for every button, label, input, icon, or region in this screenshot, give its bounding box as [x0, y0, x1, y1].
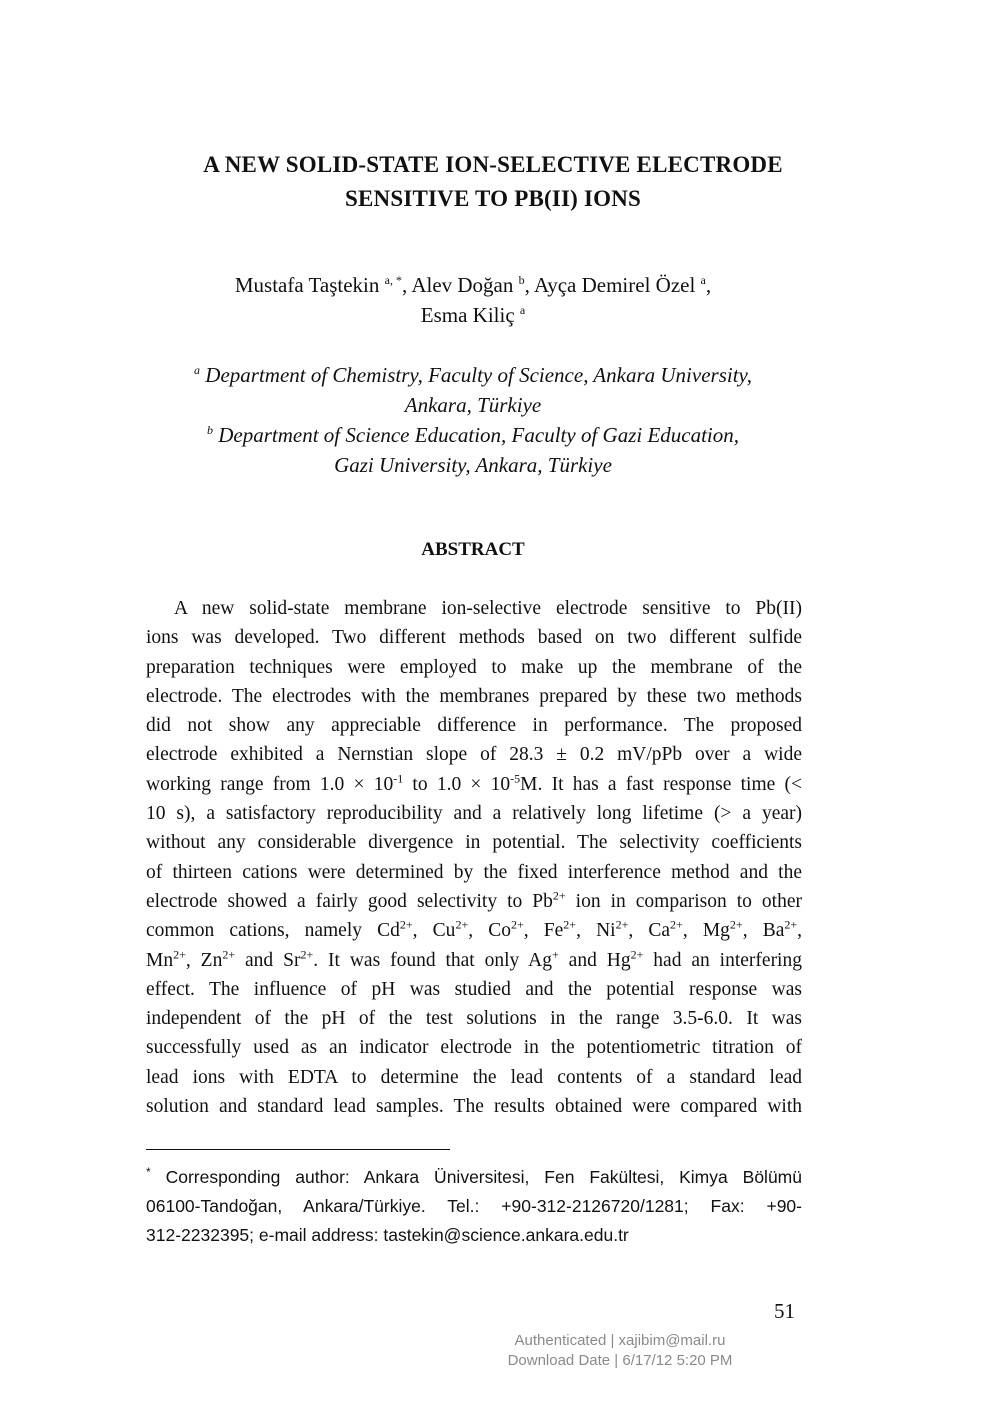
- abstract-line: of thirteen cations were determined by the fixed interference method and the: [146, 861, 802, 883]
- abstract-line: without any considerable divergence in potential. The selectivity coefficients: [146, 832, 802, 854]
- abstract-line: effect. The influence of pH was studied and the potential response was: [146, 978, 802, 1000]
- abstract-line: electrode exhibited a Nernstian slope of 28.3 ± 0.2 mV/pPb over a wide: [146, 744, 802, 766]
- abstract-line: electrode showed a fairly good selectivity to $Pb^{2+}$ ion in comparison to other: [146, 888, 802, 912]
- abstract-line: common cations, namely $Cd^{2+}$, $Cu^{2+}$, $Co^{2+}$, $Fe^{2+}$, $Ni^{2+}$, $Ca^{2+}$, $Mg^{2+}$, $Ba^{2+}$,: [146, 917, 803, 942]
- abstract-line: electrode. The electrodes with the membranes prepared by these two methods: [146, 685, 802, 707]
- affiliation-list: [0, 360, 946, 480]
- paper-title: [0, 148, 986, 216]
- title-line-1: A NEW SOLID-STATE ION-SELECTIVE ELECTRODE: [203, 152, 783, 177]
- footnote-line: * Corresponding author: Ankara Üniversitesi, Fen Fakültesi, Kimya Bölümü: [146, 1165, 802, 1187]
- authentication-line: Authenticated | xajibim@mail.ru: [514, 1332, 726, 1349]
- footnote-line: 312-2232395; e-mail address: tastekin@science.ankara.edu.tr: [146, 1225, 629, 1245]
- author-affiliation-mark: a: [519, 303, 526, 317]
- author-name: Esma Kiliç: [420, 303, 515, 327]
- author-name: Mustafa Taştekin: [234, 273, 380, 297]
- author-name: Ayça Demirel Özel: [533, 273, 696, 297]
- abstract-line: did not show any appreciable difference in performance. The proposed: [146, 715, 802, 737]
- abstract-line: solution and standard lead samples. The results obtained were compared with: [146, 1096, 802, 1118]
- affiliation-a-line-2: Ankara, Türkiye: [404, 393, 542, 417]
- download-date-line: Download Date | 6/17/12 5:20 PM: [507, 1352, 733, 1369]
- abstract-line: $Mn^{2+}$, $Zn^{2+}$ and $Sr^{2+}$. It was found that only Ag+ and $Hg^{2+}$ had an interfering: [146, 947, 802, 971]
- abstract-body: [146, 594, 802, 1121]
- affiliation-b-line-2: Gazi University, Ankara, Türkiye: [334, 453, 612, 477]
- abstract-line: lead ions with EDTA to determine the lead contents of a standard lead: [146, 1066, 802, 1088]
- footnote-line: 06100-Tandoğan, Ankara/Türkiye. Tel.: +90-312-2126720/1281; Fax: +90-: [146, 1196, 802, 1216]
- corresponding-author-footnote: [146, 1163, 802, 1250]
- author-list: [0, 270, 946, 330]
- affiliation-b-line-1: $^b$ Department of Science Education, Faculty of Gazi Education,: [206, 423, 740, 447]
- abstract-line: independent of the pH of the test solutions in the range 3.5-6.0. It was: [146, 1008, 802, 1030]
- author-affiliation-mark: b: [518, 273, 525, 287]
- page-number: 51: [774, 1299, 795, 1323]
- abstract-line: A new solid-state membrane ion-selective electrode sensitive to Pb(II): [174, 598, 802, 619]
- abstract-line: 10 s), a satisfactory reproducibility and a relatively long lifetime (> a year): [146, 803, 802, 825]
- abstract-line: ions was developed. Two different methods based on two different sulfide: [146, 627, 802, 649]
- affiliation-a-line-1: $^a$ Department of Chemistry, Faculty of Science, Ankara University,: [194, 363, 752, 387]
- download-stamp: [440, 1331, 800, 1371]
- abstract-line: successfully used as an indicator electrode in the potentiometric titration of: [146, 1037, 802, 1059]
- affiliation-mark: b: [206, 423, 213, 437]
- author-name: Alev Doğan: [411, 273, 514, 297]
- affiliation-mark: a: [194, 363, 201, 377]
- title-line-2: SENSITIVE TO PB(II) IONS: [344, 186, 642, 211]
- footnote-divider: [146, 1149, 450, 1150]
- abstract-line: working range from $1.0 \times 10^{-1}$ to $1.0 \times 10^{-5}M$. It has a fast response time (<: [146, 771, 803, 795]
- author-line-2: [0, 300, 946, 330]
- author-affiliation-mark: a, *: [384, 273, 402, 287]
- author-line-1: Mustafa Taştekin $^{a, *}$, Alev Doğan $^b$, Ayça Demirel Özel $^a$,: [234, 273, 712, 297]
- abstract-line: preparation techniques were employed to make up the membrane of the: [146, 656, 802, 678]
- author-affiliation-mark: a: [700, 273, 706, 287]
- footnote-mark: *: [146, 1165, 151, 1180]
- abstract-heading: ABSTRACT: [421, 539, 525, 560]
